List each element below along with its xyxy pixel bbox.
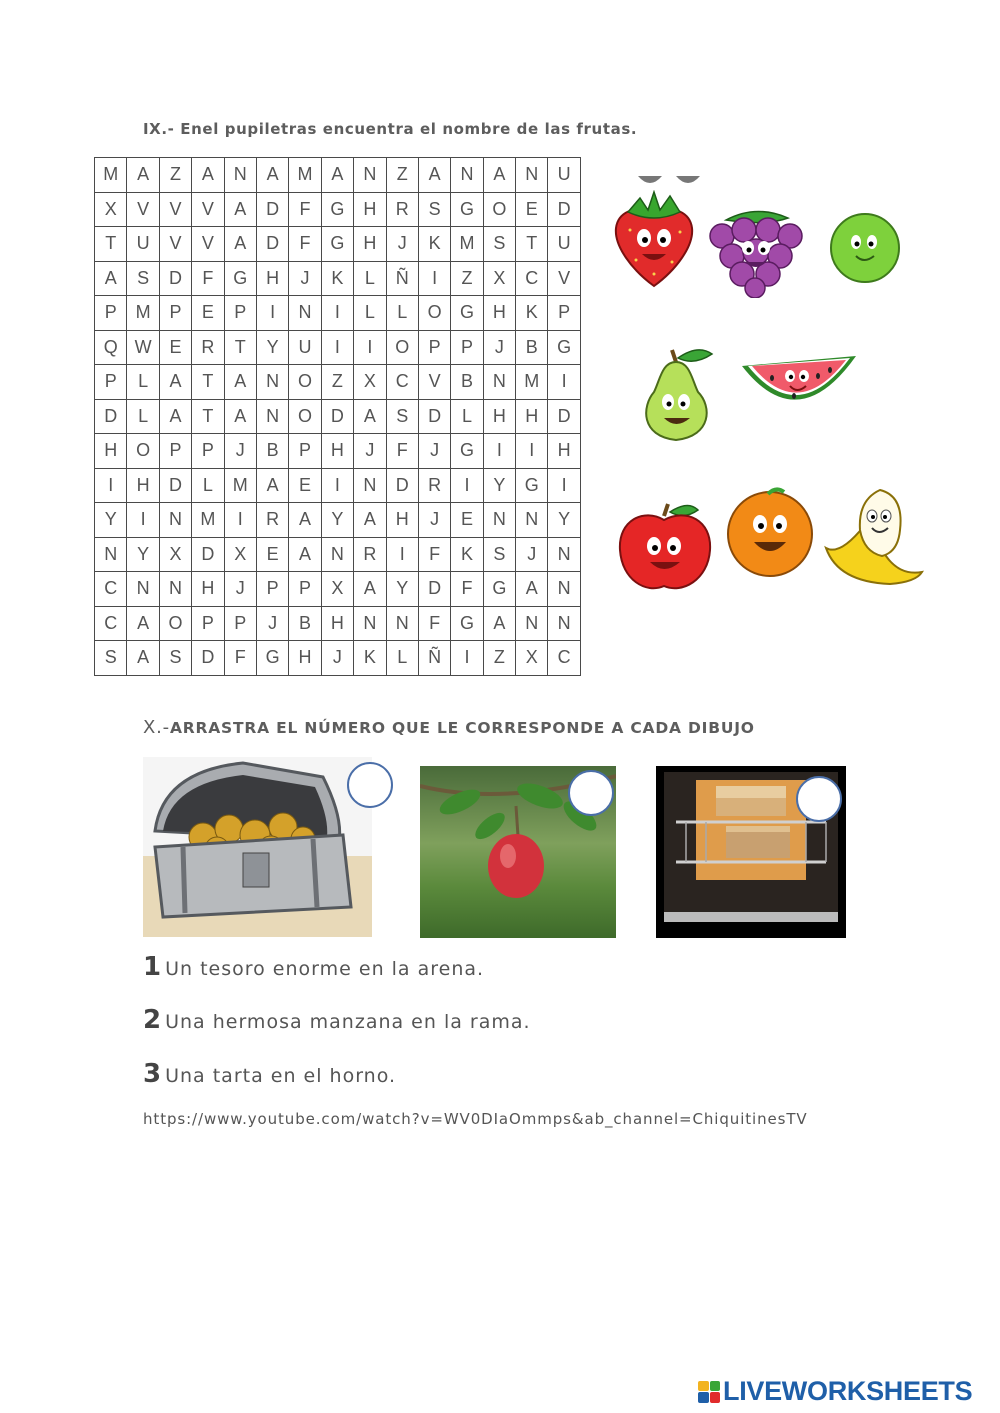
- grid-cell[interactable]: J: [321, 641, 353, 676]
- grid-cell[interactable]: J: [289, 261, 321, 296]
- grid-cell[interactable]: P: [224, 296, 256, 331]
- grid-cell[interactable]: S: [483, 227, 515, 262]
- grid-cell[interactable]: S: [95, 641, 127, 676]
- grid-cell[interactable]: H: [256, 261, 288, 296]
- grid-cell[interactable]: L: [451, 399, 483, 434]
- grid-cell[interactable]: B: [289, 606, 321, 641]
- grid-cell[interactable]: H: [386, 503, 418, 538]
- grid-cell[interactable]: P: [289, 434, 321, 469]
- grid-cell[interactable]: U: [548, 158, 580, 193]
- grid-cell[interactable]: L: [127, 365, 159, 400]
- drop-circle-3[interactable]: [796, 776, 842, 822]
- grid-cell[interactable]: A: [483, 158, 515, 193]
- grid-cell[interactable]: G: [224, 261, 256, 296]
- grid-cell[interactable]: V: [127, 192, 159, 227]
- grid-row: [95, 158, 581, 193]
- grid-cell[interactable]: A: [354, 503, 386, 538]
- grid-cell[interactable]: J: [354, 434, 386, 469]
- grid-cell[interactable]: M: [516, 365, 548, 400]
- grid-cell[interactable]: Z: [451, 261, 483, 296]
- grid-cell[interactable]: N: [321, 537, 353, 572]
- grid-cell[interactable]: M: [95, 158, 127, 193]
- grid-cell[interactable]: M: [192, 503, 224, 538]
- grid-cell[interactable]: V: [192, 227, 224, 262]
- grid-cell[interactable]: D: [418, 399, 450, 434]
- grid-cell[interactable]: A: [418, 158, 450, 193]
- grid-cell[interactable]: O: [386, 330, 418, 365]
- grid-cell[interactable]: N: [451, 158, 483, 193]
- grid-cell[interactable]: J: [418, 434, 450, 469]
- grid-cell[interactable]: A: [224, 399, 256, 434]
- grid-cell[interactable]: J: [256, 606, 288, 641]
- grid-cell[interactable]: A: [95, 261, 127, 296]
- grid-cell[interactable]: N: [516, 503, 548, 538]
- grid-cell[interactable]: X: [516, 641, 548, 676]
- grid-cell[interactable]: D: [95, 399, 127, 434]
- grid-row: [95, 572, 581, 607]
- grid-cell[interactable]: N: [289, 296, 321, 331]
- grid-cell[interactable]: A: [127, 641, 159, 676]
- grid-row: [95, 261, 581, 296]
- grid-cell[interactable]: J: [483, 330, 515, 365]
- grid-cell[interactable]: K: [321, 261, 353, 296]
- grid-cell[interactable]: P: [192, 606, 224, 641]
- grid-cell[interactable]: G: [321, 227, 353, 262]
- grid-cell[interactable]: H: [289, 641, 321, 676]
- grid-cell[interactable]: D: [192, 537, 224, 572]
- grid-cell[interactable]: I: [127, 503, 159, 538]
- grid-row: [95, 468, 581, 503]
- grid-cell[interactable]: I: [256, 296, 288, 331]
- grid-cell[interactable]: J: [224, 572, 256, 607]
- grid-cell[interactable]: E: [192, 296, 224, 331]
- grid-cell[interactable]: G: [516, 468, 548, 503]
- sentence-3: [143, 1059, 396, 1089]
- grid-row: [95, 296, 581, 331]
- grid-cell[interactable]: G: [548, 330, 580, 365]
- grid-row: [95, 330, 581, 365]
- grid-row: [95, 641, 581, 676]
- grid-cell[interactable]: A: [516, 572, 548, 607]
- orange-icon: [724, 484, 816, 580]
- grid-cell[interactable]: R: [354, 537, 386, 572]
- grid-cell[interactable]: I: [321, 468, 353, 503]
- grid-cell[interactable]: Y: [95, 503, 127, 538]
- grid-cell[interactable]: P: [256, 572, 288, 607]
- grid-cell[interactable]: I: [451, 468, 483, 503]
- grid-cell[interactable]: I: [548, 468, 580, 503]
- grid-cell[interactable]: D: [386, 468, 418, 503]
- grid-cell[interactable]: P: [289, 572, 321, 607]
- grid-cell[interactable]: S: [418, 192, 450, 227]
- grid-cell[interactable]: Q: [95, 330, 127, 365]
- grid-cell[interactable]: P: [159, 434, 191, 469]
- sentence-1: [143, 952, 484, 982]
- grid-cell[interactable]: D: [256, 227, 288, 262]
- grid-cell[interactable]: S: [127, 261, 159, 296]
- section-10-title: [143, 717, 755, 738]
- grid-cell[interactable]: G: [483, 572, 515, 607]
- grid-cell[interactable]: S: [386, 399, 418, 434]
- grid-row: [95, 503, 581, 538]
- sentence-1-text: Un tesoro enorme en la arena.: [165, 958, 485, 980]
- grid-cell[interactable]: P: [224, 606, 256, 641]
- grid-cell[interactable]: A: [354, 572, 386, 607]
- grid-cell[interactable]: Z: [321, 365, 353, 400]
- grid-cell[interactable]: E: [289, 468, 321, 503]
- grid-cell[interactable]: G: [321, 192, 353, 227]
- grid-cell[interactable]: G: [451, 296, 483, 331]
- youtube-link[interactable]: https://www.youtube.com/watch?v=WV0DIaOmmps&ab_channel=ChiquitinesTV: [143, 1110, 808, 1128]
- grid-cell[interactable]: R: [418, 468, 450, 503]
- grid-cell[interactable]: O: [159, 606, 191, 641]
- grid-cell[interactable]: A: [321, 158, 353, 193]
- grid-cell[interactable]: N: [354, 158, 386, 193]
- grid-cell[interactable]: B: [256, 434, 288, 469]
- grid-cell[interactable]: E: [159, 330, 191, 365]
- grid-cell[interactable]: A: [256, 158, 288, 193]
- grid-cell[interactable]: F: [289, 192, 321, 227]
- grid-cell[interactable]: F: [386, 434, 418, 469]
- grid-cell[interactable]: V: [548, 261, 580, 296]
- grid-cell[interactable]: P: [418, 330, 450, 365]
- grid-cell[interactable]: X: [483, 261, 515, 296]
- liveworksheets-logo-icon: [698, 1381, 720, 1403]
- grid-cell[interactable]: I: [483, 434, 515, 469]
- grid-cell[interactable]: P: [95, 365, 127, 400]
- number-3[interactable]: 3: [143, 1059, 162, 1089]
- grid-cell[interactable]: H: [548, 434, 580, 469]
- grid-cell[interactable]: O: [289, 365, 321, 400]
- lime-icon: [828, 208, 902, 284]
- grid-cell[interactable]: I: [451, 641, 483, 676]
- grid-cell[interactable]: N: [386, 606, 418, 641]
- grid-cell[interactable]: L: [386, 641, 418, 676]
- grid-cell[interactable]: N: [483, 503, 515, 538]
- section-9-title: IX.- Enel pupiletras encuentra el nombre de las frutas.: [143, 120, 638, 138]
- grid-cell[interactable]: K: [516, 296, 548, 331]
- grid-cell[interactable]: N: [354, 468, 386, 503]
- grid-cell[interactable]: G: [451, 606, 483, 641]
- grid-cell[interactable]: H: [516, 399, 548, 434]
- grid-cell[interactable]: K: [418, 227, 450, 262]
- grid-cell[interactable]: D: [548, 192, 580, 227]
- grid-cell[interactable]: I: [386, 537, 418, 572]
- grid-cell[interactable]: F: [289, 227, 321, 262]
- grid-cell[interactable]: B: [451, 365, 483, 400]
- grid-cell[interactable]: G: [451, 434, 483, 469]
- grid-cell[interactable]: Ñ: [386, 261, 418, 296]
- grid-cell[interactable]: A: [256, 468, 288, 503]
- sentence-2: [143, 1005, 531, 1035]
- grid-cell[interactable]: M: [127, 296, 159, 331]
- treasure-chest-image: [143, 757, 372, 937]
- grid-cell[interactable]: P: [159, 296, 191, 331]
- grid-cell[interactable]: J: [224, 434, 256, 469]
- grid-row: [95, 606, 581, 641]
- grid-cell[interactable]: L: [354, 296, 386, 331]
- grid-row: [95, 399, 581, 434]
- grid-cell[interactable]: E: [451, 503, 483, 538]
- grid-cell[interactable]: H: [192, 572, 224, 607]
- grid-cell[interactable]: C: [548, 641, 580, 676]
- grid-cell[interactable]: A: [127, 158, 159, 193]
- grid-cell[interactable]: N: [224, 158, 256, 193]
- drop-circle-2[interactable]: [568, 770, 614, 816]
- grid-cell[interactable]: F: [451, 572, 483, 607]
- grid-cell[interactable]: P: [548, 296, 580, 331]
- grid-cell[interactable]: D: [548, 399, 580, 434]
- grid-cell[interactable]: I: [354, 330, 386, 365]
- grid-cell[interactable]: S: [159, 641, 191, 676]
- grid-cell[interactable]: J: [386, 227, 418, 262]
- number-1[interactable]: 1: [143, 952, 162, 982]
- grid-cell[interactable]: K: [451, 537, 483, 572]
- grid-cell[interactable]: B: [516, 330, 548, 365]
- grid-cell[interactable]: V: [192, 192, 224, 227]
- grid-cell[interactable]: N: [159, 572, 191, 607]
- grid-row: [95, 227, 581, 262]
- grid-cell[interactable]: T: [516, 227, 548, 262]
- grid-cell[interactable]: U: [289, 330, 321, 365]
- grid-cell[interactable]: N: [516, 606, 548, 641]
- grid-cell[interactable]: A: [289, 503, 321, 538]
- grid-cell[interactable]: A: [224, 365, 256, 400]
- grid-cell[interactable]: O: [127, 434, 159, 469]
- sentence-2-text: Una hermosa manzana en la rama.: [165, 1011, 531, 1033]
- apple-icon: [614, 500, 716, 596]
- grid-cell[interactable]: X: [95, 192, 127, 227]
- grid-cell[interactable]: F: [418, 537, 450, 572]
- grid-cell[interactable]: A: [127, 606, 159, 641]
- grid-cell[interactable]: P: [451, 330, 483, 365]
- grid-cell[interactable]: Y: [548, 503, 580, 538]
- watermelon-icon: [738, 350, 860, 422]
- grid-cell[interactable]: Y: [386, 572, 418, 607]
- grid-cell[interactable]: R: [386, 192, 418, 227]
- grid-cell[interactable]: H: [95, 434, 127, 469]
- grid-cell[interactable]: N: [95, 537, 127, 572]
- grid-cell[interactable]: P: [192, 434, 224, 469]
- grid-cell[interactable]: L: [354, 261, 386, 296]
- grid-cell[interactable]: H: [483, 296, 515, 331]
- grid-cell[interactable]: H: [483, 399, 515, 434]
- grid-cell[interactable]: A: [289, 537, 321, 572]
- grid-cell[interactable]: Z: [159, 158, 191, 193]
- grid-cell[interactable]: N: [548, 572, 580, 607]
- grid-cell[interactable]: M: [451, 227, 483, 262]
- grid-cell[interactable]: C: [95, 572, 127, 607]
- grid-cell[interactable]: A: [159, 365, 191, 400]
- grid-cell[interactable]: N: [159, 503, 191, 538]
- grid-cell[interactable]: A: [224, 192, 256, 227]
- grid-cell[interactable]: U: [548, 227, 580, 262]
- grid-cell[interactable]: C: [95, 606, 127, 641]
- grid-cell[interactable]: X: [354, 365, 386, 400]
- grid-cell[interactable]: G: [256, 641, 288, 676]
- grid-cell[interactable]: D: [159, 261, 191, 296]
- grid-cell[interactable]: F: [192, 261, 224, 296]
- grid-cell[interactable]: I: [321, 330, 353, 365]
- drop-circle-1[interactable]: [347, 762, 393, 808]
- grid-cell[interactable]: I: [548, 365, 580, 400]
- grid-cell[interactable]: H: [354, 192, 386, 227]
- grid-cell[interactable]: D: [159, 468, 191, 503]
- grid-row: [95, 192, 581, 227]
- grid-cell[interactable]: I: [418, 261, 450, 296]
- grid-cell[interactable]: E: [256, 537, 288, 572]
- grid-cell[interactable]: A: [224, 227, 256, 262]
- grid-cell[interactable]: J: [418, 503, 450, 538]
- grid-cell[interactable]: N: [548, 537, 580, 572]
- grid-cell[interactable]: T: [224, 330, 256, 365]
- grapes-icon: [706, 204, 806, 298]
- grid-cell[interactable]: N: [548, 606, 580, 641]
- grid-cell[interactable]: T: [192, 365, 224, 400]
- grid-cell[interactable]: Z: [483, 641, 515, 676]
- grid-cell[interactable]: H: [321, 606, 353, 641]
- grid-cell[interactable]: H: [127, 468, 159, 503]
- grid-cell[interactable]: A: [354, 399, 386, 434]
- grid-cell[interactable]: A: [159, 399, 191, 434]
- section-10-prefix: X.-: [143, 717, 170, 738]
- grid-cell[interactable]: N: [256, 399, 288, 434]
- grid-cell[interactable]: N: [127, 572, 159, 607]
- number-2[interactable]: 2: [143, 1005, 162, 1035]
- grid-cell[interactable]: G: [451, 192, 483, 227]
- grid-cell[interactable]: L: [127, 399, 159, 434]
- grid-cell[interactable]: Y: [321, 503, 353, 538]
- grid-cell[interactable]: I: [224, 503, 256, 538]
- grid-cell[interactable]: X: [159, 537, 191, 572]
- grid-cell[interactable]: X: [224, 537, 256, 572]
- grid-cell[interactable]: H: [321, 434, 353, 469]
- grid-cell[interactable]: U: [127, 227, 159, 262]
- cut-off-icon: [636, 176, 704, 186]
- grid-cell[interactable]: C: [516, 261, 548, 296]
- grid-cell[interactable]: N: [516, 158, 548, 193]
- grid-cell[interactable]: P: [95, 296, 127, 331]
- grid-cell[interactable]: N: [483, 365, 515, 400]
- grid-cell[interactable]: Ñ: [418, 641, 450, 676]
- grid-cell[interactable]: C: [386, 365, 418, 400]
- banana-icon: [820, 486, 926, 590]
- grid-cell[interactable]: I: [516, 434, 548, 469]
- grid-cell[interactable]: X: [321, 572, 353, 607]
- grid-cell[interactable]: Y: [483, 468, 515, 503]
- grid-cell[interactable]: W: [127, 330, 159, 365]
- grid-cell[interactable]: O: [418, 296, 450, 331]
- grid-cell[interactable]: Z: [386, 158, 418, 193]
- grid-cell[interactable]: A: [483, 606, 515, 641]
- grid-cell[interactable]: L: [386, 296, 418, 331]
- grid-row: [95, 434, 581, 469]
- grid-row: [95, 365, 581, 400]
- grid-cell[interactable]: E: [516, 192, 548, 227]
- grid-cell[interactable]: L: [192, 468, 224, 503]
- grid-cell[interactable]: V: [159, 227, 191, 262]
- grid-cell[interactable]: M: [289, 158, 321, 193]
- grid-cell[interactable]: O: [483, 192, 515, 227]
- grid-cell[interactable]: D: [321, 399, 353, 434]
- word-search-grid[interactable]: [94, 157, 581, 676]
- grid-cell[interactable]: T: [192, 399, 224, 434]
- grid-cell[interactable]: I: [321, 296, 353, 331]
- grid-cell[interactable]: V: [159, 192, 191, 227]
- grid-cell[interactable]: V: [418, 365, 450, 400]
- liveworksheets-brand-text: LIVEWORKSHEETS: [723, 1376, 973, 1406]
- sentence-3-text: Una tarta en el horno.: [165, 1065, 397, 1087]
- grid-cell[interactable]: Y: [127, 537, 159, 572]
- grid-cell[interactable]: S: [483, 537, 515, 572]
- grid-cell[interactable]: F: [224, 641, 256, 676]
- grid-cell[interactable]: D: [192, 641, 224, 676]
- grid-cell[interactable]: N: [256, 365, 288, 400]
- grid-cell[interactable]: R: [256, 503, 288, 538]
- grid-cell[interactable]: M: [224, 468, 256, 503]
- grid-row: [95, 537, 581, 572]
- grid-cell[interactable]: A: [192, 158, 224, 193]
- grid-cell[interactable]: K: [354, 641, 386, 676]
- grid-cell[interactable]: F: [418, 606, 450, 641]
- grid-cell[interactable]: D: [256, 192, 288, 227]
- grid-cell[interactable]: H: [354, 227, 386, 262]
- strawberry-icon: [610, 190, 698, 290]
- grid-cell[interactable]: N: [354, 606, 386, 641]
- grid-cell[interactable]: I: [95, 468, 127, 503]
- pear-icon: [632, 344, 722, 444]
- grid-cell[interactable]: T: [95, 227, 127, 262]
- liveworksheets-logo: [698, 1376, 972, 1407]
- grid-cell[interactable]: D: [418, 572, 450, 607]
- grid-cell[interactable]: R: [192, 330, 224, 365]
- section-10-title-text: ARRASTRA EL NÚMERO QUE LE CORRESPONDE A CADA DIBUJO: [169, 719, 755, 737]
- grid-cell[interactable]: J: [516, 537, 548, 572]
- grid-cell[interactable]: Y: [256, 330, 288, 365]
- grid-cell[interactable]: O: [289, 399, 321, 434]
